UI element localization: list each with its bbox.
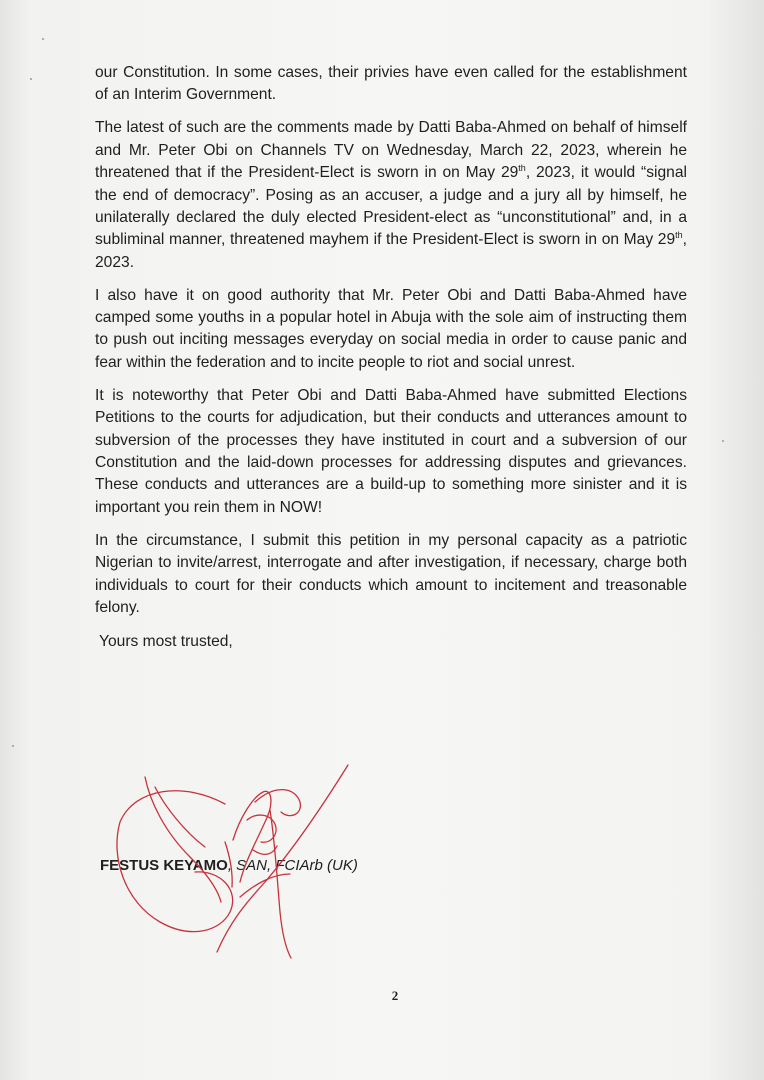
signatory-line <box>100 857 358 874</box>
paper-speck <box>42 38 44 40</box>
paragraph-text: our Constitution. In some cases, their privies have even called for the establishment of an Interim Government. <box>95 64 687 104</box>
signatory-credentials: , SAN, FCIArb (UK) <box>227 857 358 874</box>
body-paragraph <box>95 385 687 519</box>
paragraph-text: The latest of such are the comments made by Datti Baba-Ahmed on behalf of himself and Mr. Peter Obi on Channels TV on Wednesday, March 22, 2023, wherein he threatened that if the President-Elect is sworn in on May 29 <box>95 119 687 182</box>
paragraph-text: I also have it on good authority that Mr. Peter Obi and Datti Baba-Ahmed have camped some youths in a popular hotel in Abuja with the sole aim of instructing them to push out inciting messages everyday on social media in order to cause panic and fear within the federation and to incite people to riot and social unrest. <box>95 286 687 371</box>
paper-speck <box>722 440 724 442</box>
paragraph-text: , 2023. <box>95 231 687 271</box>
ordinal-suffix: th <box>518 162 526 173</box>
closing-line: Yours most trusted, <box>99 633 233 651</box>
paragraph-text: In the circumstance, I submit this petition in my personal capacity as a patriotic Nigerian to invite/arrest, interrogate and after investigation, if necessary, charge both individuals to court for their conducts which amount to incitement and treasonable felony. <box>95 531 687 616</box>
paragraph-list <box>95 62 687 619</box>
paper-speck <box>12 745 14 747</box>
body-paragraph <box>95 530 687 620</box>
paper-speck <box>30 78 32 80</box>
paragraph-text: , 2023, it would “signal the end of democracy”. Posing as an accuser, a judge and a jury all by himself, he unilaterally declared the duly elected President-elect as “unconstitutional” and, in a subliminal manner, threatened mayhem if the President-Elect is sworn in on May 29 <box>95 164 687 249</box>
body-paragraph <box>95 285 687 375</box>
letter-body <box>95 62 687 653</box>
paragraph-text: It is noteworthy that Peter Obi and Datti Baba-Ahmed have submitted Elections Petitions to the courts for adjudication, but their conducts and utterances amount to subversion of the processes they have instituted in court and a subversion of our Constitution and the laid-down processes for addressing disputes and grievances. These conducts and utterances are a build-up to something more sinister and it is important you rein them in NOW! <box>95 386 687 516</box>
ordinal-suffix: th <box>675 230 683 241</box>
signatory-name: FESTUS KEYAMO <box>100 857 228 874</box>
page-number: 2 <box>391 988 399 1003</box>
body-paragraph <box>95 117 687 274</box>
body-paragraph <box>95 62 687 107</box>
